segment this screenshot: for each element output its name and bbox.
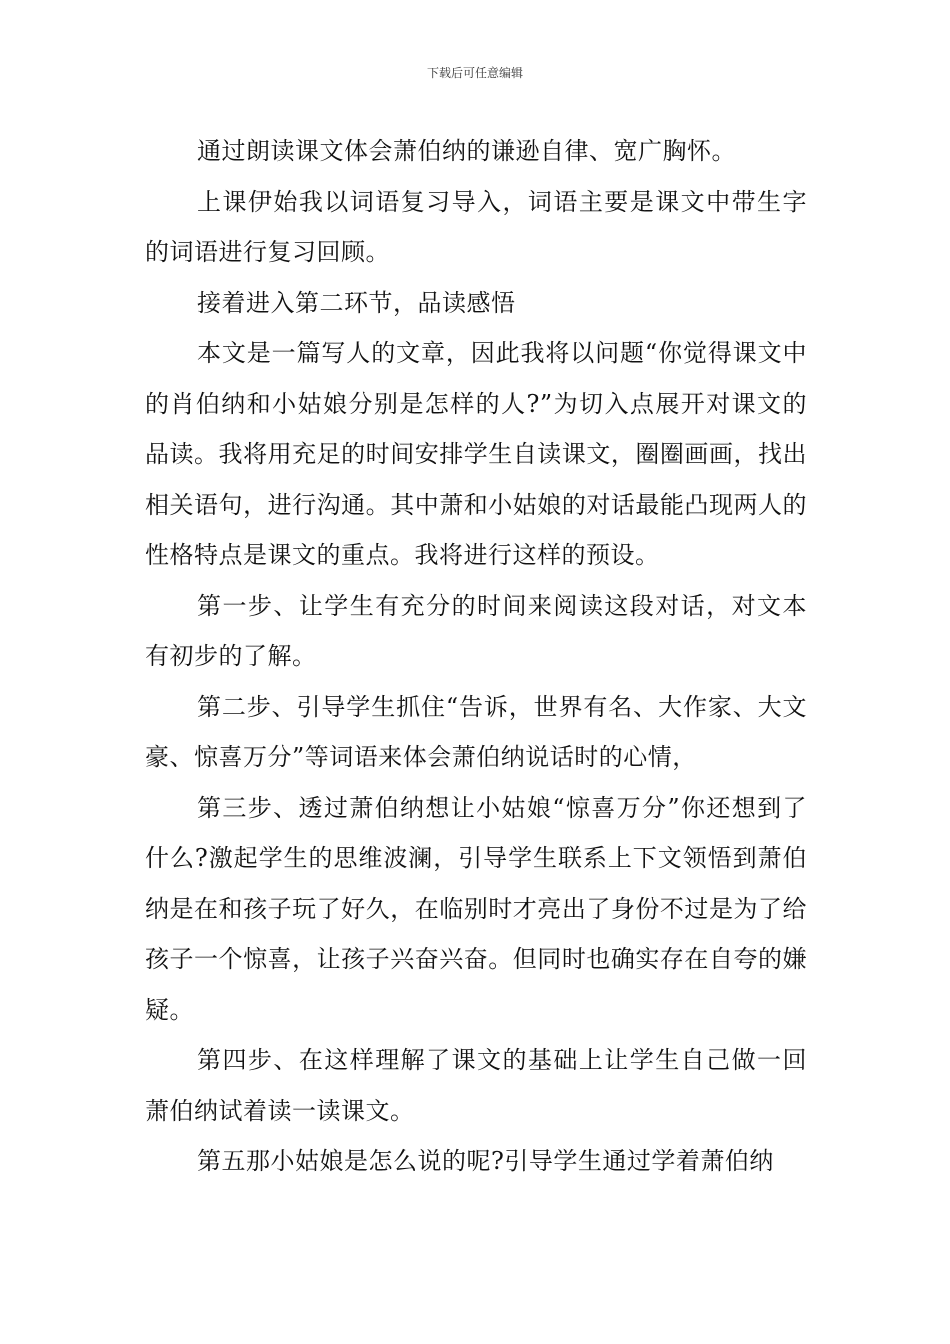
paragraph-7: 第三步、透过萧伯纳想让小姑娘“惊喜万分”你还想到了什么?激起学生的思维波澜，引导学生联系上下文领悟到萧伯纳是在和孩子玩了好久，在临别时才亮出了身份不过是为了给孩子一个惊喜，让孩子兴奋兴奋。但同时也确实存在自夸的嫌疑。 (145, 793, 807, 1024)
paragraph-2: 上课伊始我以词语复习导入，词语主要是课文中带生字的词语进行复习回顾。 (145, 187, 807, 266)
page-header: 下载后可任意编辑 (426, 66, 523, 80)
paragraph-3: 接着进入第二环节，品读感悟 (197, 288, 516, 317)
paragraph-5: 第一步、让学生有充分的时间来阅读这段对话，对文本有初步的了解。 (145, 591, 807, 670)
paragraph-1: 通过朗读课文体会萧伯纳的谦逊自律、宽广胸怀。 (197, 137, 736, 165)
paragraph-4: 本文是一篇写人的文章，因此我将以问题“你觉得课文中的肖伯纳和小姑娘分别是怎样的人?”为切入点展开对课文的品读。我将用充足的时间安排学生自读课文，圈圈画画，找出相关语句，进行沟通。其中萧和小姑娘的对话最能凸现两人的性格特点是课文的重点。我将进行这样的预设。 (145, 339, 807, 569)
paragraph-6: 第二步、引导学生抓住“告诉，世界有名、大作家、大文豪、惊喜万分”等词语来体会萧伯纳说话时的心情， (145, 692, 807, 771)
paragraph-9: 第五那小姑娘是怎么说的呢?引导学生通过学着萧伯纳 (197, 1147, 774, 1175)
paragraph-8: 第四步、在这样理解了课文的基础上让学生自己做一回萧伯纳试着读一读课文。 (145, 1046, 807, 1125)
document-body (145, 126, 807, 1187)
